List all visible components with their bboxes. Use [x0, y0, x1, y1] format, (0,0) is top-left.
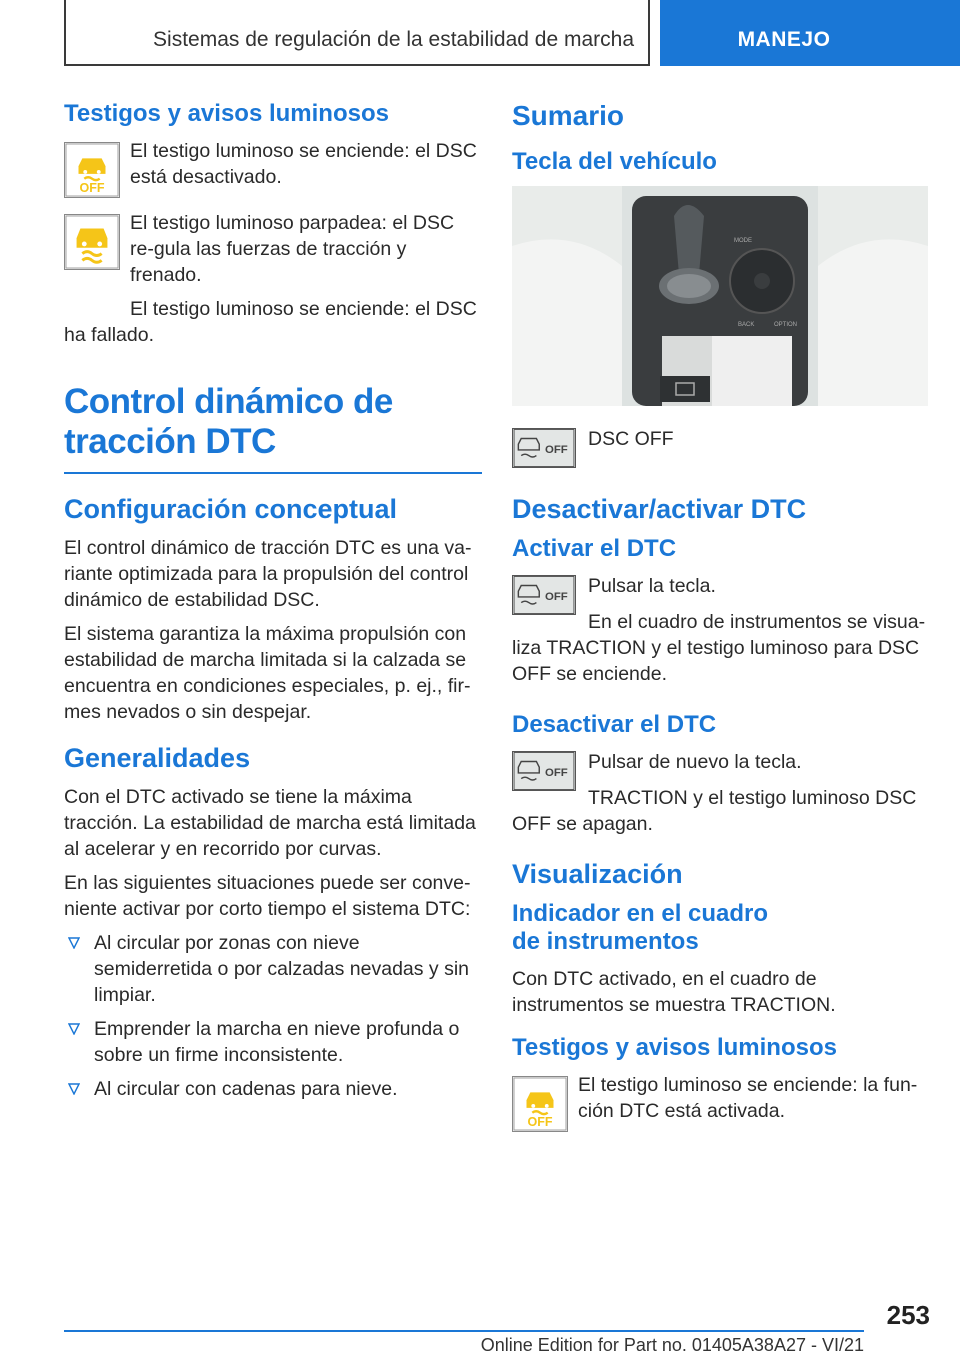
activar-p1: Pulsar la tecla.	[588, 575, 716, 597]
general-p1: Con el DTC activado se tiene la máxima tracción. La estabilidad de marcha está limitada al acelerar y en recorrido por curvas.	[64, 786, 476, 860]
left-column	[64, 100, 482, 1110]
indicador-p: Con DTC activado, en el cuadro de instrumentos se muestra TRACTION.	[512, 968, 836, 1016]
dsc-warning-icon	[64, 214, 120, 270]
general-heading: Generalidades	[64, 743, 251, 773]
page-number: 253	[886, 1300, 930, 1330]
chapter-label: MANEJO	[737, 28, 831, 51]
concept-p1: El control dinámico de tracción DTC es una va‐riante optimizada para la propulsión del control dinámico de estabilidad DSC.	[64, 537, 472, 611]
list-item	[64, 1016, 482, 1068]
list-item-text: Al circular con cadenas para nieve.	[94, 1078, 398, 1100]
desactivar-p2	[512, 785, 930, 837]
general-p2: En las siguientes situaciones puede ser conve‐niente activar por corto tiempo el sistema DTC:	[64, 872, 471, 920]
triangle-bullet-icon	[68, 937, 80, 949]
right-column	[512, 100, 930, 1138]
testigo1-text: El testigo luminoso se enciende: el DSC está desactivado.	[130, 140, 477, 188]
desactivar-p2-span: TRACTION y el testigo luminoso DSC OFF se apagan.	[512, 787, 917, 835]
dsc-off-button-icon	[512, 751, 576, 791]
dsc-off-button-icon	[512, 428, 576, 468]
activar-p2-span: En el cuadro de instrumentos se visua‐liza TRACTION y el testigo luminoso para DSC OFF se enciende.	[512, 611, 926, 685]
dtc-heading: Control dinámico de tracción DTC	[64, 382, 393, 461]
footer-rule	[64, 1330, 864, 1332]
desactivar-p1: Pulsar de nuevo la tecla.	[588, 751, 802, 773]
header-section-box	[64, 0, 650, 66]
concept-heading: Configuración conceptual	[64, 494, 398, 524]
list-item	[64, 1076, 482, 1102]
off-text: OFF	[79, 181, 105, 196]
key-off-text: OFF	[544, 443, 568, 456]
dsc-off-label: DSC OFF	[588, 428, 674, 450]
section-title: Sistemas de regulación de la estabilidad de marcha	[153, 28, 634, 51]
concept-p2: El sistema garantiza la máxima propulsión con estabilidad de marcha limitada si la calzada se encuentra en condiciones especiales, p. ej., fir‐mes nevados o sin despejar.	[64, 623, 471, 723]
heading-rule	[64, 472, 482, 474]
dsc-off-warning-icon	[64, 142, 120, 198]
dsc-off-key-row	[512, 426, 930, 472]
off-text: OFF	[527, 1115, 553, 1130]
indicador-heading-line1: Indicador en el cuadro	[512, 900, 769, 927]
page-header	[0, 0, 960, 66]
list-item-text: Al circular por zonas con nieve semiderretida o por calzadas nevadas y sin limpiar.	[94, 932, 470, 1006]
list-item	[64, 930, 482, 1008]
testigo3-text	[64, 296, 482, 348]
desactivar-key-row	[512, 749, 930, 785]
testigo-dtc	[512, 1072, 930, 1130]
dtc-off-warning-icon	[512, 1076, 568, 1132]
dsc-off-button-icon	[512, 575, 576, 615]
option-label: OPTION	[774, 322, 798, 328]
testigo2-text: El testigo luminoso parpadea: el DSC re‐gula las fuerzas de tracción y frenado.	[130, 212, 455, 286]
visual-heading: Visualización	[512, 859, 683, 889]
activar-heading: Activar el DTC	[512, 535, 677, 562]
activar-key-row	[512, 573, 930, 609]
activar-p2	[512, 609, 930, 687]
situations-list	[64, 930, 482, 1102]
list-item-text: Emprender la marcha en nieve profunda o sobre un firme inconsistente.	[94, 1018, 460, 1066]
mode-label: MODE	[734, 238, 752, 244]
triangle-bullet-icon	[68, 1083, 80, 1095]
testigo-dsc-off	[64, 138, 482, 196]
key-off-text: OFF	[544, 590, 568, 603]
indicador-heading-line2: de instrumentos	[512, 928, 699, 955]
chapter-tab	[660, 0, 960, 66]
desactivar-activar-heading: Desactivar/activar DTC	[512, 494, 807, 524]
testigos-heading: Testigos y avisos luminosos	[64, 100, 389, 127]
sumario-heading: Sumario	[512, 100, 625, 131]
edition-footer: Online Edition for Part no. 01405A38A27 - VI/21	[480, 1335, 864, 1355]
center-console-photo	[512, 186, 928, 406]
testigo-dsc-active	[64, 210, 482, 288]
testigo3-span: El testigo luminoso se enciende: el DSC ha fallado.	[64, 298, 477, 346]
testigos-heading-right: Testigos y avisos luminosos	[512, 1034, 837, 1061]
indicador-heading	[512, 900, 930, 956]
tecla-heading: Tecla del vehículo	[512, 148, 717, 175]
triangle-bullet-icon	[68, 1023, 80, 1035]
key-off-text: OFF	[544, 766, 568, 779]
desactivar-heading: Desactivar el DTC	[512, 711, 717, 738]
back-label: BACK	[738, 322, 755, 328]
testigo-dtc-text: El testigo luminoso se enciende: la fun‐ción DTC está activada.	[578, 1074, 918, 1122]
